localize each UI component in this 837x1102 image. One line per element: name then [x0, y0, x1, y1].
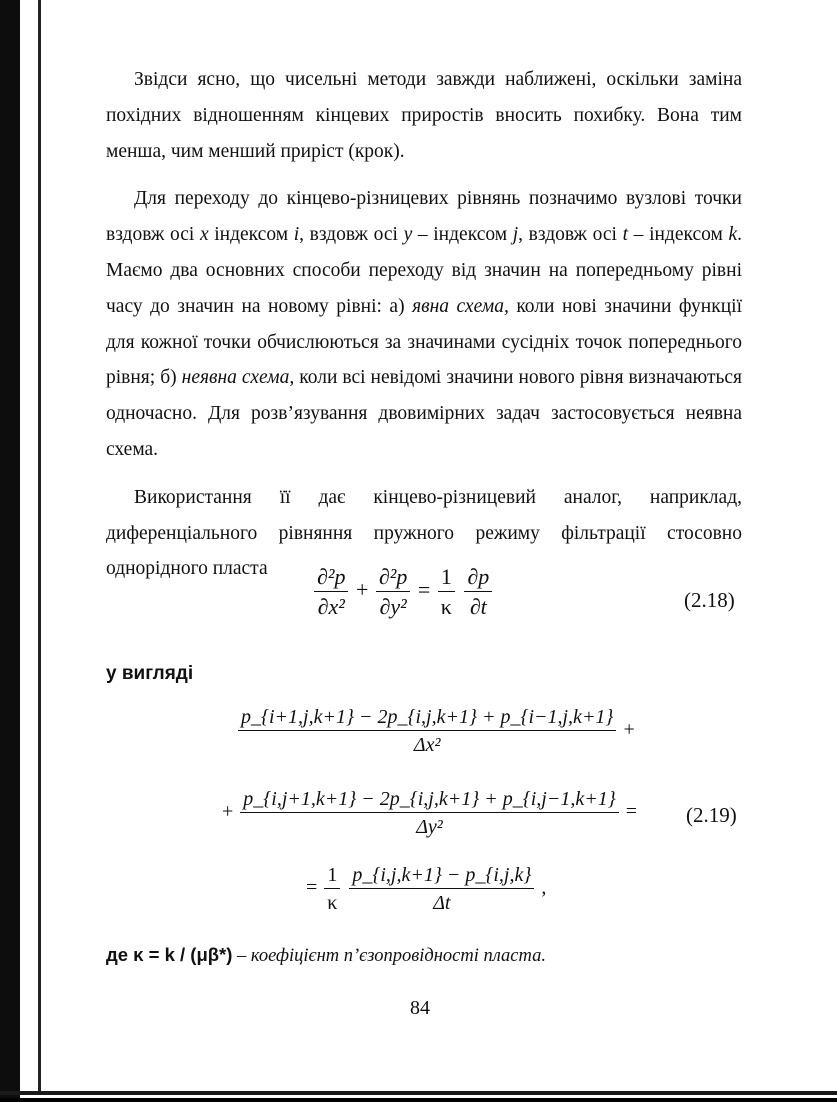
equation-number-2-18: (2.18) [684, 588, 735, 612]
paragraph-2: Для переходу до кінцево-різницевих рівнянь позначимо вузлові точки вздовж осі x індексом i, вздовж осі y – індексом j, вздовж осі t – індексом k. Маємо два основних способи переходу від значин на попередньому рівні часу до значин на новому рівні: а) явна схема, коли нові значини функції для кожної точки обчислюються за значинами сусідніх точок попереднього рівня; б) неявна схема, коли всі невідомі значини нового рівня визначаються одночасно. Для розв’язування двовимірних задач застосовується неявна схема. [106, 188, 743, 460]
equation-2-19-line-1: $\frac{p\_\{i+1,j,k+1\} - 2p\_\{i,j,k+1\} + p\_\{i-1,j,k+1\}}{\text{Δx²}}$ + [236, 706, 635, 756]
scan-edge-left [0, 0, 20, 1102]
equation-2-19-line-3: = $\frac{1}{\kappa}$ $\frac{p\_\{i,j,k+1\} - p\_\{i,j,k\}}{\Delta t}$ , [306, 864, 547, 914]
paragraph-3: Використання її дає кінцево-різницевий аналог, наприклад, диференціального рівняння пружного режиму фільтрації стосовно однорідного пласта [106, 486, 742, 580]
label-in-form: у вигляді [106, 663, 194, 684]
equation-number-2-19: (2.19) [686, 803, 737, 827]
coefficient-definition: де κ = k / (μβ*) – коефіцієнт п’єзопровідності пласта. [106, 944, 546, 966]
page-number: 84 [410, 997, 430, 1019]
paragraph-1: Звідси ясно, що чисельні методи завжди наближені, оскільки заміна похідних відношенням кінцевих приростів вносить похибку. Вона тим менша, чим менший приріст (крок). [106, 69, 742, 162]
scan-line-bottom-outer [0, 1098, 837, 1102]
page-body [106, 62, 742, 587]
scan-line-left [38, 0, 41, 1095]
equation-2-19-line-2: + $\frac{p\_\{i,j+1,k+1\} - 2p\_\{i,j,k+1\} + p\_\{i,j-1,k+1\}}{\text{Δy²}}$ = [222, 788, 637, 838]
equation-2-18: $\frac{\text{∂²p}}{\text{∂x²}}$ + $\frac{\text{∂²p}}{\text{∂y²}}$ = $\frac{1}{\kappa}$ $\frac{\partial p}{\partial t}$ [312, 565, 494, 619]
implicit-scheme-term: неявна схема, [181, 367, 295, 389]
scan-line-bottom [0, 1091, 837, 1095]
explicit-scheme-term: явна схема, [412, 295, 509, 317]
